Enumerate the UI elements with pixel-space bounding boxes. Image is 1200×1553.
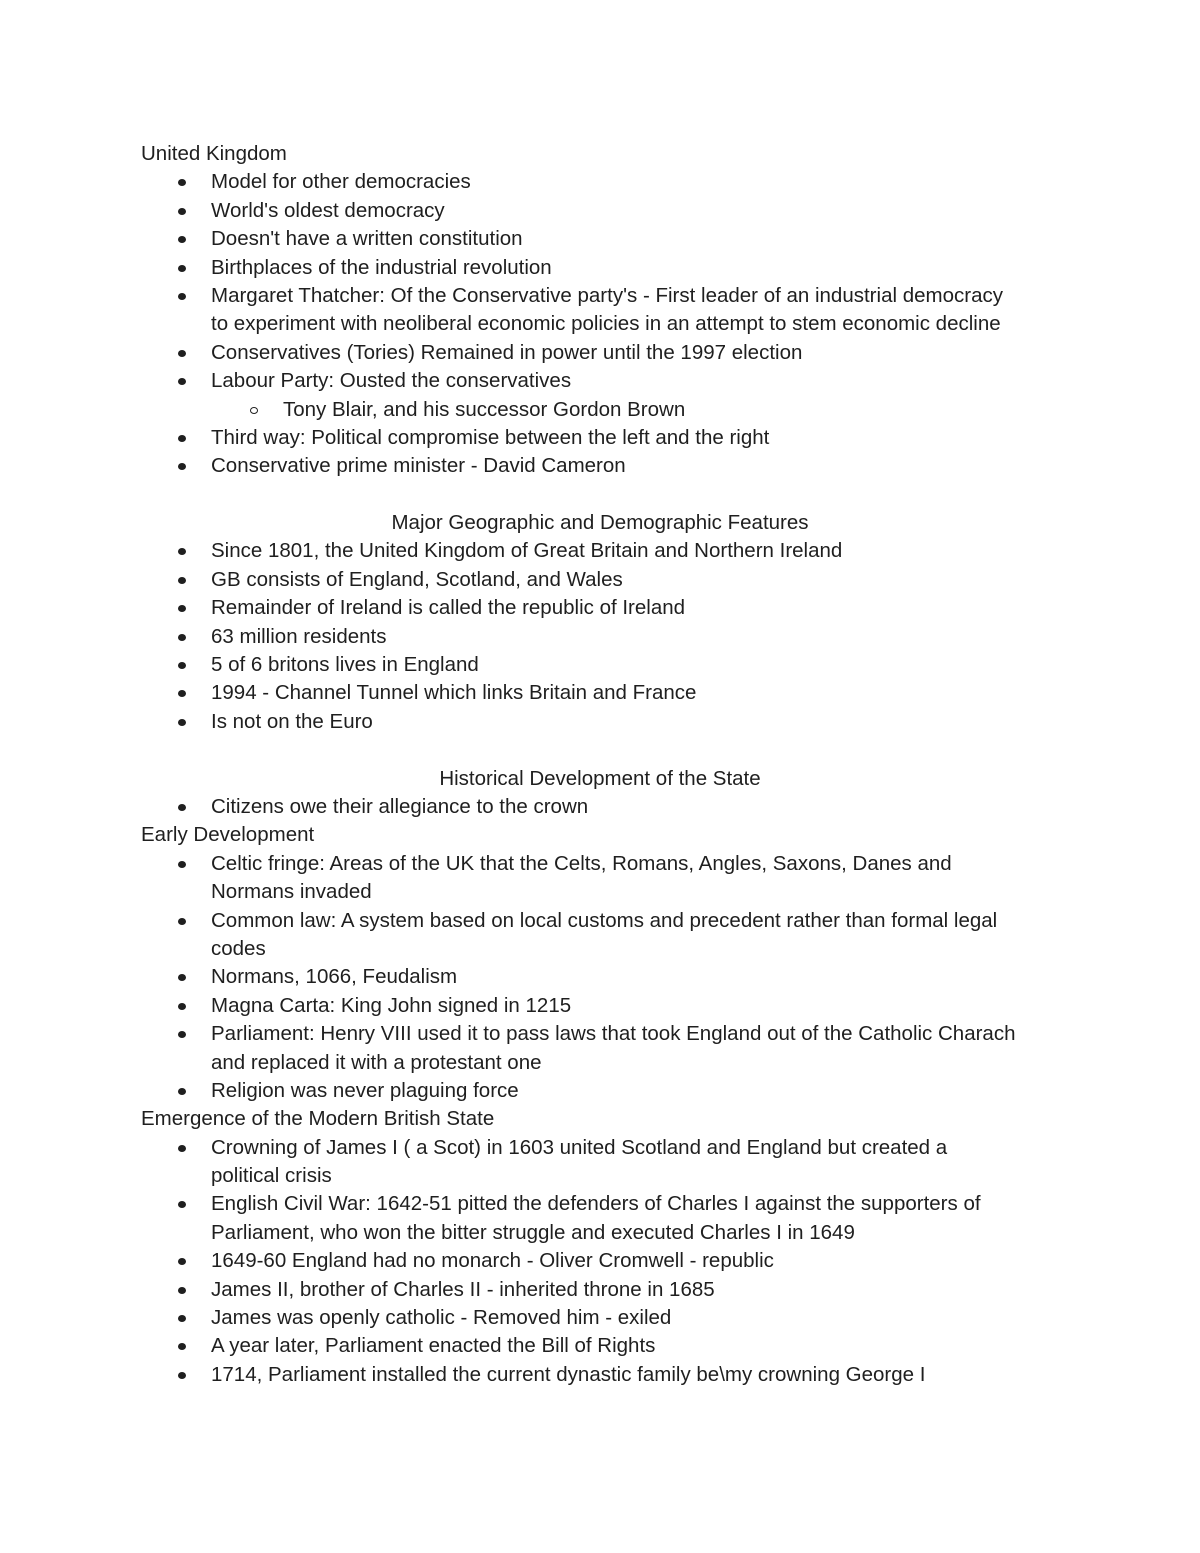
section-heading-united-kingdom: United Kingdom: [141, 142, 287, 165]
list-item: Crowning of James I ( a Scot) in 1603 united Scotland and England but created a: [0, 1134, 1200, 1162]
bullet-icon: [178, 918, 186, 925]
bullet-icon: [178, 548, 186, 555]
bullet-icon: [178, 350, 186, 357]
bullet-icon: [178, 719, 186, 726]
list-item: 1649-60 England had no monarch - Oliver Cromwell - republic: [0, 1247, 1200, 1275]
bullet-icon: [178, 1258, 186, 1265]
list-item: 1994 - Channel Tunnel which links Britain and France: [0, 679, 1200, 707]
bullet-icon: [178, 463, 186, 470]
list-item-continuation: to experiment with neoliberal economic policies in an attempt to stem economic decline: [211, 312, 1001, 336]
list-item: Doesn't have a written constitution: [0, 225, 1200, 253]
list-item: Since 1801, the United Kingdom of Great Britain and Northern Ireland: [0, 537, 1200, 565]
list-item: Remainder of Ireland is called the republic of Ireland: [0, 594, 1200, 622]
list-item: Labour Party: Ousted the conservatives: [0, 367, 1200, 395]
list-item: 63 million residents: [0, 623, 1200, 651]
list-item-continuation: Parliament, who won the bitter struggle and executed Charles I in 1649: [211, 1220, 855, 1244]
bullet-icon: [178, 662, 186, 669]
bullet-icon: [178, 1315, 186, 1322]
bullet-icon: [178, 577, 186, 584]
bullet-icon: [178, 1201, 186, 1208]
list-item: James II, brother of Charles II - inherited throne in 1685: [0, 1276, 1200, 1304]
document-page: [0, 140, 1200, 1389]
blank-line: [0, 736, 1200, 764]
bullet-icon: [178, 293, 186, 300]
bullet-icon: [178, 634, 186, 641]
list-item: Religion was never plaguing force: [0, 1077, 1200, 1105]
list-item: Magna Carta: King John signed in 1215: [0, 992, 1200, 1020]
list-item: Common law: A system based on local customs and precedent rather than formal legal: [0, 907, 1200, 935]
list-item: James was openly catholic - Removed him - exiled: [0, 1304, 1200, 1332]
list-item: Margaret Thatcher: Of the Conservative party's - First leader of an industrial democracy: [0, 282, 1200, 310]
section-heading-geographic: Major Geographic and Demographic Features: [391, 511, 809, 535]
bullet-icon: [178, 179, 186, 186]
section-heading-early-development: Early Development: [141, 823, 315, 847]
bullet-icon: [178, 265, 186, 272]
list-item: A year later, Parliament enacted the Bill of Rights: [0, 1332, 1200, 1360]
list-item-continuation: and replaced it with a protestant one: [211, 1050, 542, 1074]
list-item: 5 of 6 britons lives in England: [0, 651, 1200, 679]
bullet-icon: [178, 1372, 186, 1379]
bullet-icon: [178, 861, 186, 868]
bullet-icon: [178, 974, 186, 981]
bullet-icon: [178, 208, 186, 215]
list-item: Parliament: Henry VIII used it to pass laws that took England out of the Catholic Charach: [0, 1020, 1200, 1048]
section-heading-modern-british-state: Emergence of the Modern British State: [141, 1107, 495, 1131]
list-item: Celtic fringe: Areas of the UK that the Celts, Romans, Angles, Saxons, Danes and: [0, 850, 1200, 878]
list-item: Normans, 1066, Feudalism: [0, 963, 1200, 991]
bullet-icon: [178, 605, 186, 612]
bullet-icon: [178, 378, 186, 385]
list-item-continuation: codes: [211, 936, 266, 960]
bullet-icon: [178, 1031, 186, 1038]
bullet-icon: [178, 690, 186, 697]
list-item: English Civil War: 1642-51 pitted the defenders of Charles I against the supporters of: [0, 1190, 1200, 1218]
sub-list-item: Tony Blair, and his successor Gordon Brown: [0, 396, 1200, 424]
list-item: Citizens owe their allegiance to the crown: [0, 793, 1200, 821]
list-item: Birthplaces of the industrial revolution: [0, 254, 1200, 282]
hollow-bullet-icon: [250, 407, 258, 414]
bullet-icon: [178, 1145, 186, 1152]
list-item: Is not on the Euro: [0, 708, 1200, 736]
list-item: Conservative prime minister - David Cameron: [0, 452, 1200, 480]
list-item-continuation: political crisis: [211, 1164, 332, 1188]
bullet-icon: [178, 435, 186, 442]
bullet-icon: [178, 236, 186, 243]
list-item: World's oldest democracy: [0, 197, 1200, 225]
bullet-icon: [178, 1003, 186, 1010]
section-heading-historical: Historical Development of the State: [439, 766, 761, 790]
list-item: GB consists of England, Scotland, and Wales: [0, 566, 1200, 594]
list-item-continuation: Normans invaded: [211, 880, 372, 904]
list-item: Model for other democracies: [0, 168, 1200, 196]
blank-line: [0, 481, 1200, 509]
bullet-icon: [178, 1287, 186, 1294]
bullet-icon: [178, 1343, 186, 1350]
bullet-icon: [178, 1088, 186, 1095]
list-item: Conservatives (Tories) Remained in power until the 1997 election: [0, 339, 1200, 367]
list-item: Third way: Political compromise between the left and the right: [0, 424, 1200, 452]
bullet-icon: [178, 804, 186, 811]
list-item: 1714, Parliament installed the current dynastic family be\my crowning George I: [0, 1361, 1200, 1389]
